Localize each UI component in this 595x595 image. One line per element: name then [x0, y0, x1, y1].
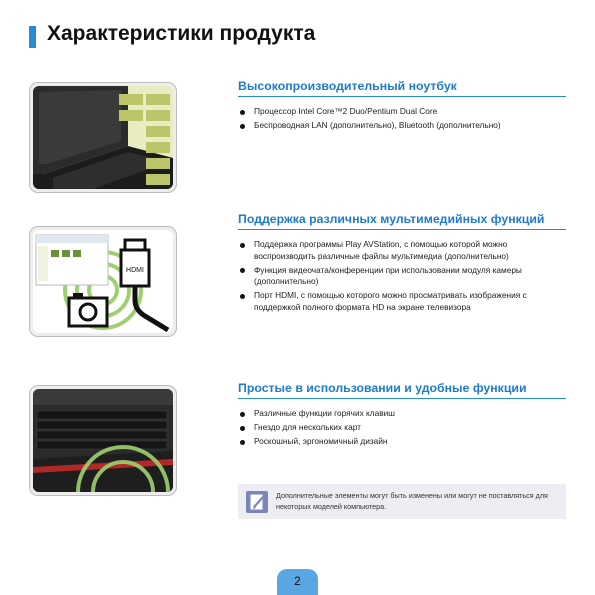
- list-item: Гнездо для нескольких карт: [238, 422, 570, 434]
- list-item: Поддержка программы Play AVStation, с помощью которой можно воспроизводить различные файлы мультимедиа (дополнительно): [238, 239, 570, 262]
- multimedia-image: [29, 226, 177, 337]
- title-accent-bar: [29, 26, 36, 48]
- performance-feature-list: [238, 106, 570, 134]
- laptop-performance-illustration: [33, 86, 173, 189]
- usability-feature-list: [238, 408, 570, 450]
- keyboard-image: [29, 385, 177, 496]
- list-item: Процессор Intel Core™2 Duo/Pentium Dual Core: [238, 106, 570, 118]
- keyboard-illustration: [33, 389, 173, 492]
- page-number: 2: [294, 574, 301, 588]
- section-divider: [238, 96, 566, 97]
- list-item: Функция видеочата/конференции при использовании модуля камеры (дополнительно): [238, 265, 570, 288]
- section-title-multimedia: Поддержка различных мультимедийных функций: [238, 212, 545, 226]
- pencil-note-icon: [246, 491, 268, 513]
- laptop-performance-image: [29, 82, 177, 193]
- note-box: [238, 484, 566, 519]
- section-title-performance: Высокопроизводительный ноутбук: [238, 79, 457, 93]
- hdmi-port-label: HDMI: [126, 267, 144, 274]
- section-divider: [238, 229, 566, 230]
- page-title: Характеристики продукта: [47, 22, 316, 45]
- list-item: Беспроводная LAN (дополнительно), Bluetooth (дополнительно): [238, 120, 570, 132]
- note-text: Дополнительные элементы могут быть изменены или могут не поставляться для некоторых моделей компьютера.: [276, 491, 548, 511]
- list-item: Роскошный, эргономичный дизайн: [238, 436, 570, 448]
- section-divider: [238, 398, 566, 399]
- list-item: Порт HDMI, с помощью которого можно просматривать изображения с поддержкой полного формата HD на экране телевизора: [238, 290, 570, 313]
- multimedia-illustration: [33, 230, 173, 333]
- multimedia-feature-list: [238, 239, 570, 316]
- list-item: Различные функции горячих клавиш: [238, 408, 570, 420]
- section-title-usability: Простые в использовании и удобные функции: [238, 381, 527, 395]
